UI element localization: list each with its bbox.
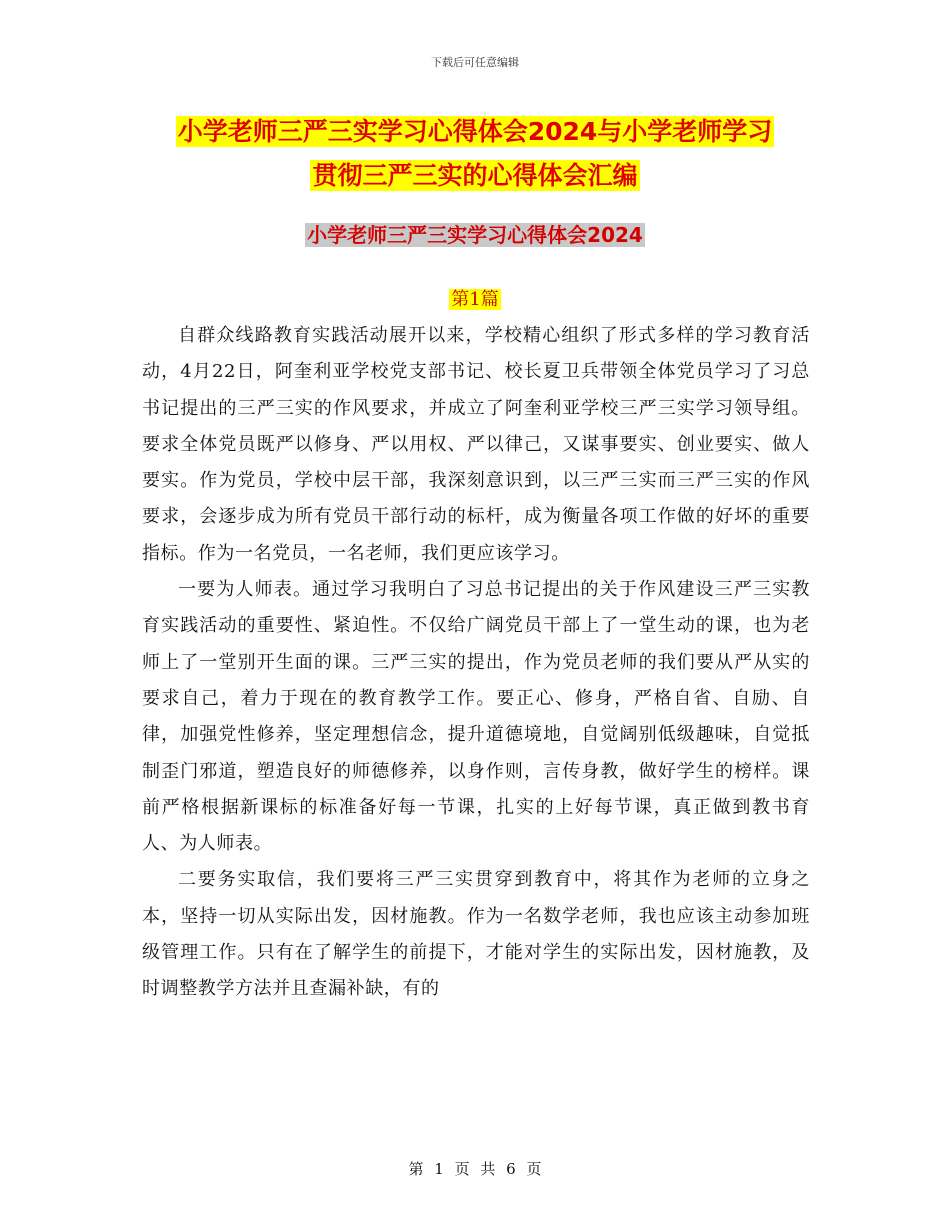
document-title-line-2: 贯彻三严三实的心得体会汇编 (312, 161, 638, 190)
page-footer: 第 1 页 共 6 页 (408, 1160, 542, 1178)
document-body (142, 318, 810, 1008)
paragraph-3: 二要务实取信，我们要将三严三实贯穿到教育中，将其作为老师的立身之本，坚持一切从实际出发，因材施教。作为一名数学老师，我也应该主动参加班级管理工作。只有在了解学生的前提下，才能对学生的实际出发，因材施教，及时调整教学方法并且查漏补缺，有的 (142, 869, 810, 1000)
section-title (0, 220, 950, 250)
paragraph-2: 一要为人师表。通过学习我明白了习总书记提出的关于作风建设三严三实教育实践活动的重要性、紧迫性。不仅给广阔党员干部上了一堂生动的课，也为老师上了一堂别开生面的课。三严三实的提出，作为党员老师的我们要从严从实的要求自己，着力于现在的教育教学工作。要正心、修身，严格自省、自励、自律，加强党性修养，坚定理想信念，提升道德境地，自觉阔别低级趣味，自觉抵制歪门邪道，塑造良好的师德修养，以身作则，言传身教，做好学生的榜样。课前严格根据新课标的标准备好每一节课，扎实的上好每节课，真正做到教书育人、为人师表。 (142, 579, 810, 855)
section-title-text: 小学老师三严三实学习心得体会2024 (307, 223, 643, 247)
paragraph-1: 自群众线路教育实践活动展开以来，学校精心组织了形式多样的学习教育活动，4月22日，阿奎利亚学校党支部书记、校长夏卫兵带领全体党员学习了习总书记提出的三严三实的作风要求，并成立了阿奎利亚学校三严三实学习领导组。要求全体党员既严以修身、严以用权、严以律己，又谋事要实、创业要实、做人要实。作为党员，学校中层干部，我深刻意识到，以三严三实而三严三实的作风要求，会逐步成为所有党员干部行动的标杆，成为衡量各项工作做的好坏的重要指标。作为一名党员，一名老师，我们更应该学习。 (142, 325, 810, 564)
chapter-label-text: 第1篇 (451, 289, 499, 310)
document-title-line-1: 小学老师三严三实学习心得体会2024与小学老师学习 (177, 117, 773, 146)
chapter-label (0, 286, 950, 314)
header-note: 下载后可任意编辑 (431, 56, 519, 69)
document-title (140, 110, 810, 198)
